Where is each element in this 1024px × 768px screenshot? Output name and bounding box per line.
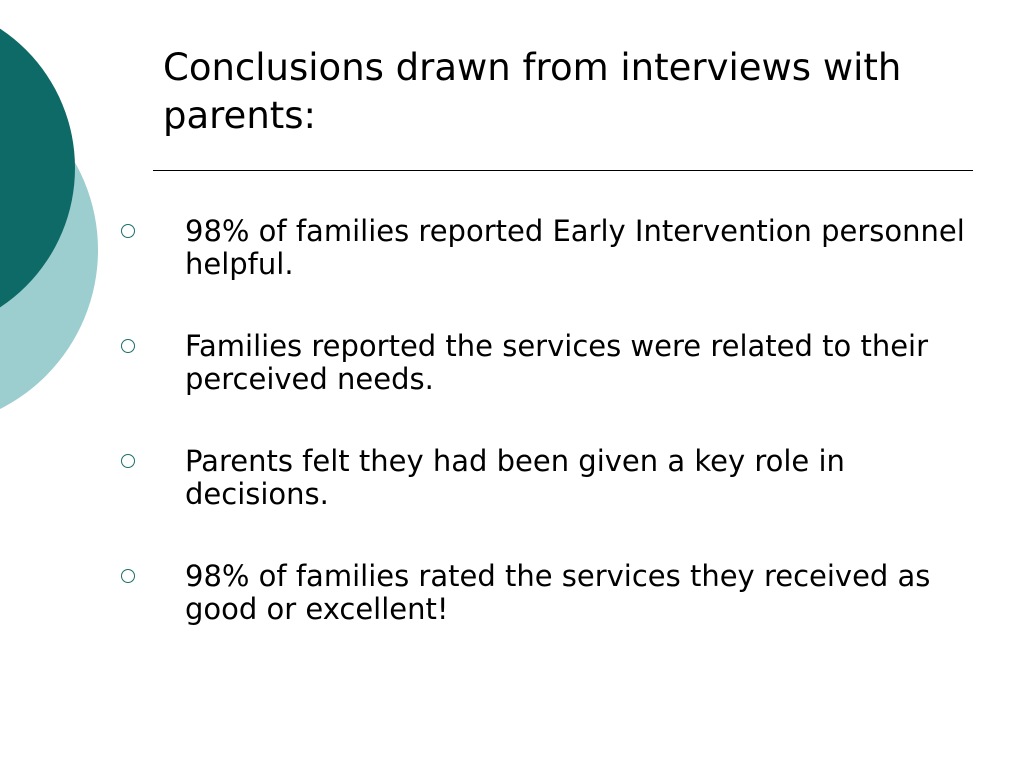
decorative-circles [0, 0, 110, 410]
bullet-text: 98% of families rated the services they received as good or excellent! [185, 559, 931, 626]
bullet-item [185, 215, 985, 281]
bullet-text: Parents felt they had been given a key role in decisions. [185, 444, 845, 511]
hollow-circle-icon [121, 224, 135, 238]
bullet-item [185, 330, 985, 396]
hollow-circle-icon [121, 454, 135, 468]
bullet-text: 98% of families reported Early Intervention personnel helpful. [185, 214, 965, 281]
bullet-item [185, 445, 985, 511]
bullet-item [185, 560, 985, 626]
hollow-circle-icon [121, 339, 135, 353]
title-divider [153, 170, 973, 171]
hollow-circle-icon [121, 569, 135, 583]
slide-title: Conclusions drawn from interviews with parents: [163, 46, 902, 137]
bullet-text: Families reported the services were related to their perceived needs. [185, 329, 929, 396]
